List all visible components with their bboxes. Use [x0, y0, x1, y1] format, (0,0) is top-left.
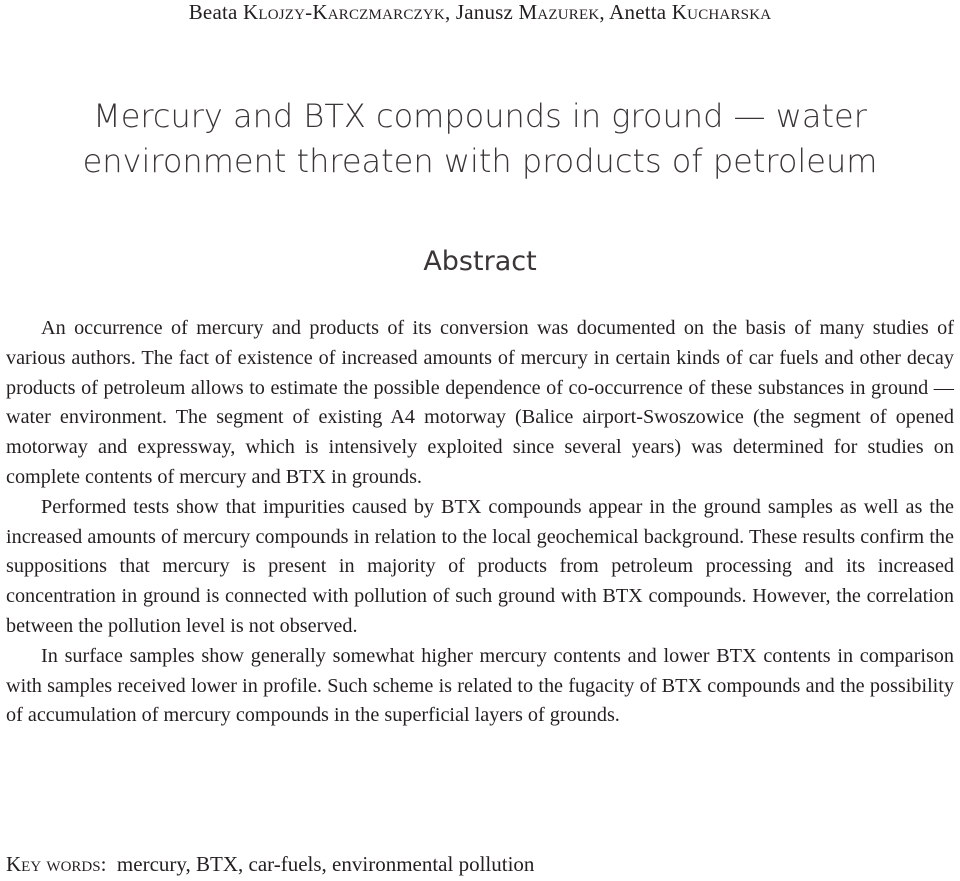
- author-3-first: Anetta: [609, 0, 667, 24]
- author-3-last: Kucharska: [671, 0, 772, 24]
- author-list: Beata Klojzy-Karczmarczyk, Janusz Mazurek, Anetta Kucharska: [188, 0, 772, 24]
- title-line-2: environment threaten with products of petroleum: [82, 142, 878, 180]
- paper-title: [60, 94, 900, 184]
- author-1-last: Klojzy-Karczmarczyk: [242, 0, 445, 24]
- keywords-line: [6, 850, 534, 878]
- author-2-last: Mazurek: [518, 0, 600, 24]
- abstract-body: [6, 314, 954, 731]
- author-2-first: Janusz: [455, 0, 514, 24]
- title-line-1: Mercury and BTX compounds in ground — water: [93, 97, 867, 135]
- abstract-paragraph-3: In surface samples show generally somewhat higher mercury contents and lower BTX contents in comparison with samples received lower in profile. Such scheme is related to the fugacity of BTX compounds and the possibility of accumulation of mercury compounds in the superficial layers of grounds.: [6, 644, 954, 727]
- author-1-first: Beata: [188, 0, 238, 24]
- abstract-paragraph-1: An occurrence of mercury and products of its conversion was documented on the basis of many studies of various authors. The fact of existence of increased amounts of mercury in certain kinds of car fuels and other decay products of petroleum allows to estimate the possible dependence of co-occurrence of these substances in ground — water environment. The segment of existing A4 motorway (Balice airport-Swoszowice (the segment of opened motorway and expressway, which is intensively exploited since several years) was determined for studies on complete contents of mercury and BTX in grounds.: [6, 317, 954, 488]
- keywords-value: mercury, BTX, car-fuels, environmental pollution: [116, 852, 535, 876]
- abstract-paragraph-2: Performed tests show that impurities caused by BTX compounds appear in the ground samples as well as the increased amounts of mercury compounds in relation to the local geochemical background. These results confirm the suppositions that mercury is present in majority of products from petroleum processing and its increased concentration in ground is connected with pollution of such ground with BTX compounds. However, the correlation between the pollution level is not observed.: [6, 495, 954, 637]
- keywords-label: Key words:: [6, 852, 107, 876]
- abstract-heading: Abstract: [423, 246, 537, 277]
